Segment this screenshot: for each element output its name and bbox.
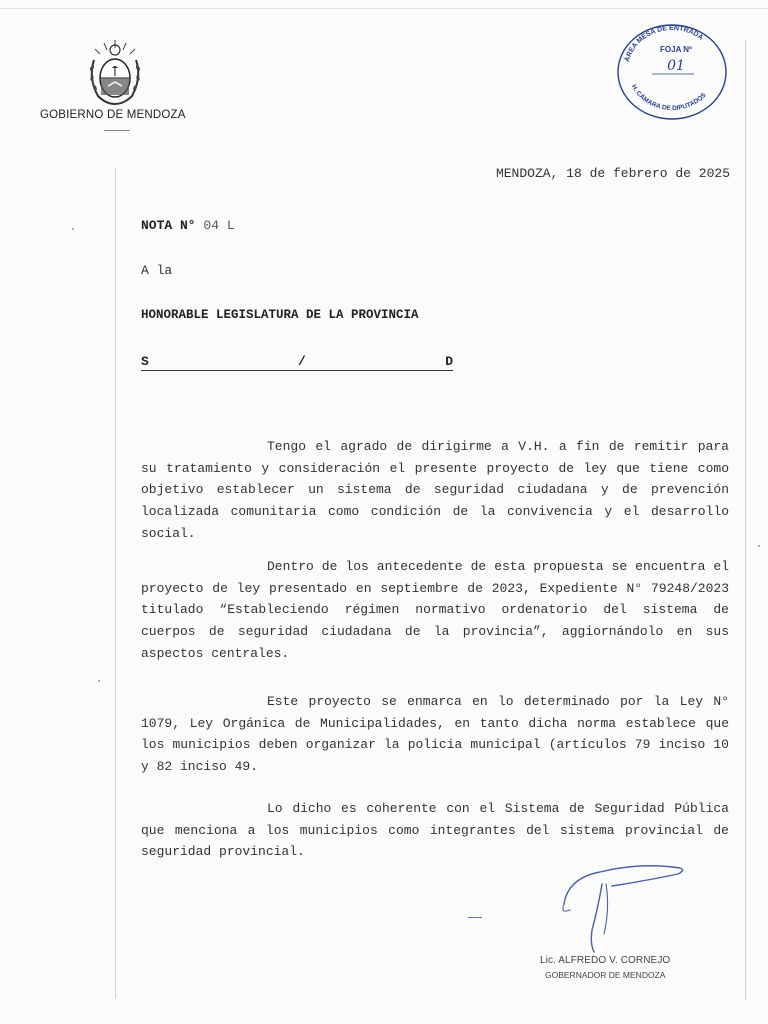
coat-of-arms-icon [82, 38, 148, 108]
page-edge-right [745, 40, 746, 1000]
paragraph-3: Este proyecto se enmarca en lo determinado por la Ley N° 1079, Ley Orgánica de Municipalidades, en tanto dicha norma establece que los municipios deben organizar la policia municipal (artículos 79 inciso 10 y 82 inciso 49. [141, 694, 729, 775]
sd-slash: / [298, 354, 306, 369]
salutation: A la [141, 263, 173, 278]
government-name: GOBIERNO DE MENDOZA [40, 109, 186, 121]
letterhead-divider [104, 130, 130, 131]
sd-line [141, 354, 453, 371]
paragraph-2: Dentro de los antecedente de esta propuesta se encuentra el proyecto de ley presentado en septiembre de 2023, Expediente N° 79248/2023 titulado “Estableciendo régimen normativo ordenatorio del sistema de cuerpos de seguridad ciudadana de la provincia”, aggiornándolo en sus aspectos centrales. [141, 559, 729, 661]
nota-label: NOTA N° [141, 218, 196, 233]
margin-line [115, 168, 116, 998]
scan-speck [98, 680, 100, 682]
scan-speck [758, 545, 760, 547]
signer-name: Lic. ALFREDO V. CORNEJO [540, 955, 671, 966]
stamp-foja-label: FOJA Nº [660, 45, 692, 54]
paragraph-4: Lo dicho es coherente con el Sistema de Seguridad Pública que menciona a los municipios como integrantes del sistema provincial de seguridad provincial. [141, 801, 729, 860]
sd-d: D [445, 354, 453, 369]
sd-s: S [141, 354, 149, 369]
scan-speck [72, 228, 74, 230]
page-edge-top [0, 8, 768, 9]
nota-reference [141, 218, 235, 233]
handwritten-signature [540, 848, 690, 958]
signature-mark [468, 917, 482, 918]
date-line: MENDOZA, 18 de febrero de 2025 [495, 166, 730, 181]
signer-title: GOBERNADOR DE MENDOZA [545, 970, 666, 980]
stamp-foja-number: 01 [667, 58, 685, 74]
paragraph-1: Tengo el agrado de dirigirme a V.H. a fin de remitir para su tratamiento y consideración el presente proyecto de ley que tiene como objetivo establecer un sistema de seguridad ciudadana y de prevención localizada comunitaria como condición de la convivencia y el desarrollo social. [141, 439, 729, 541]
recipient: HONORABLE LEGISLATURA DE LA PROVINCIA [141, 308, 419, 322]
nota-number: 04 L [203, 218, 235, 233]
stamp-ring-top: ÁREA MESA DE ENTRADA [623, 24, 705, 63]
stamp-ring-bottom: H. CÁMARA DE DIPUTADOS [629, 83, 708, 113]
